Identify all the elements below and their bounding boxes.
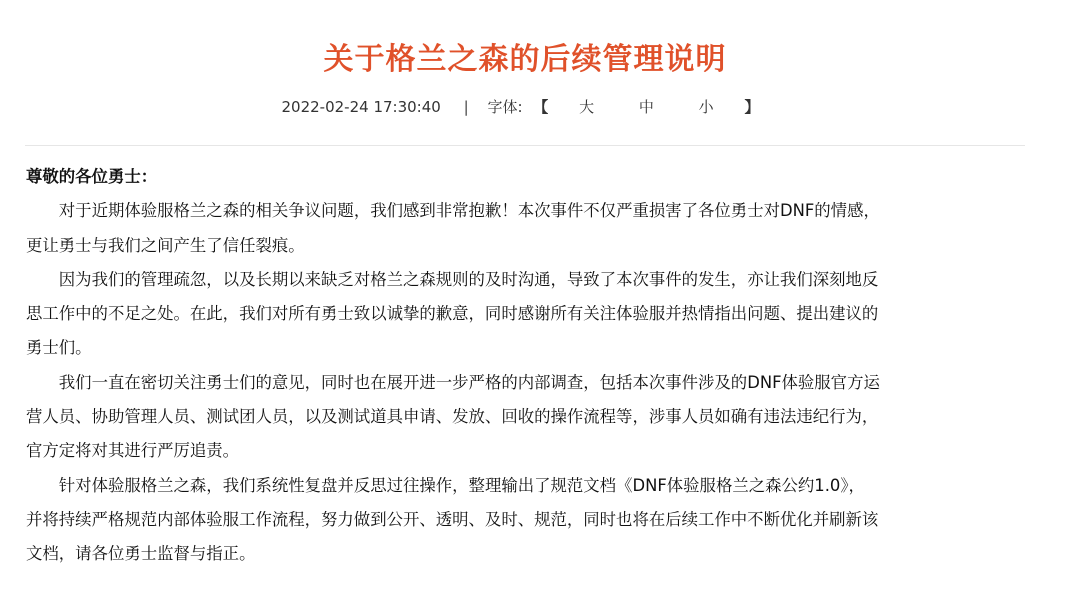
paragraph-line: 官方定将对其进行严厉追责。 xyxy=(26,441,240,461)
font-size-bracket-close: 】 xyxy=(744,98,760,116)
paragraph-line: 对于近期体验服格兰之森的相关争议问题，我们感到非常抱歉！本次事件不仅严重损害了各位勇士对DNF的情感， xyxy=(58,201,880,221)
meta-separator: | xyxy=(463,98,469,116)
font-size-large-button[interactable]: 大 xyxy=(579,98,595,116)
font-size-small-button[interactable]: 小 xyxy=(698,98,714,116)
greeting: 尊敬的各位勇士： xyxy=(26,167,158,186)
paragraph-line: 勇士们。 xyxy=(26,338,92,358)
paragraph-line: 营人员、协助管理人员、测试团人员，以及测试道具申请、发放、回收的操作流程等，涉事人员如确有违法违纪行为， xyxy=(26,407,879,427)
paragraph-line: 思工作中的不足之处。在此，我们对所有勇士致以诚挚的歉意，同时感谢所有关注体验服并热情指出问题、提出建议的 xyxy=(26,304,879,324)
paragraph-4 xyxy=(26,469,1036,572)
paragraph-line: 因为我们的管理疏忽，以及长期以来缺乏对格兰之森规则的及时沟通，导致了本次事件的发生，亦让我们深刻地反 xyxy=(58,269,879,289)
publish-datetime: 2022-02-24 17:30:40 xyxy=(281,98,441,116)
paragraph-line: 我们一直在密切关注勇士们的意见，同时也在展开进一步严格的内部调查，包括本次事件涉及的DNF体验服官方运 xyxy=(58,372,880,392)
font-size-bracket-open: 【 xyxy=(533,98,549,116)
paragraph-1 xyxy=(26,194,1036,263)
paragraph-line: 并将持续严格规范内部体验服工作流程，努力做到公开、透明、及时、规范，同时也将在后续工作中不断优化并刷新该 xyxy=(26,509,879,529)
paragraph-3 xyxy=(26,366,1036,469)
article-body xyxy=(26,160,1036,572)
font-size-medium-button[interactable]: 中 xyxy=(638,98,654,116)
paragraph-line: 更让勇士与我们之间产生了信任裂痕。 xyxy=(26,235,305,255)
paragraph-2 xyxy=(26,263,1036,366)
paragraph-line: 文档，请各位勇士监督与指正。 xyxy=(26,544,256,564)
header-divider xyxy=(25,145,1025,146)
article-meta xyxy=(0,96,1047,118)
paragraph-line: 针对体验服格兰之森，我们系统性复盘并反思过往操作，整理输出了规范文档《DNF体验服格兰之森公约1.0》， xyxy=(58,475,865,495)
article-title: 关于格兰之森的后续管理说明 xyxy=(323,42,727,77)
font-size-label: 字体: xyxy=(487,98,523,116)
